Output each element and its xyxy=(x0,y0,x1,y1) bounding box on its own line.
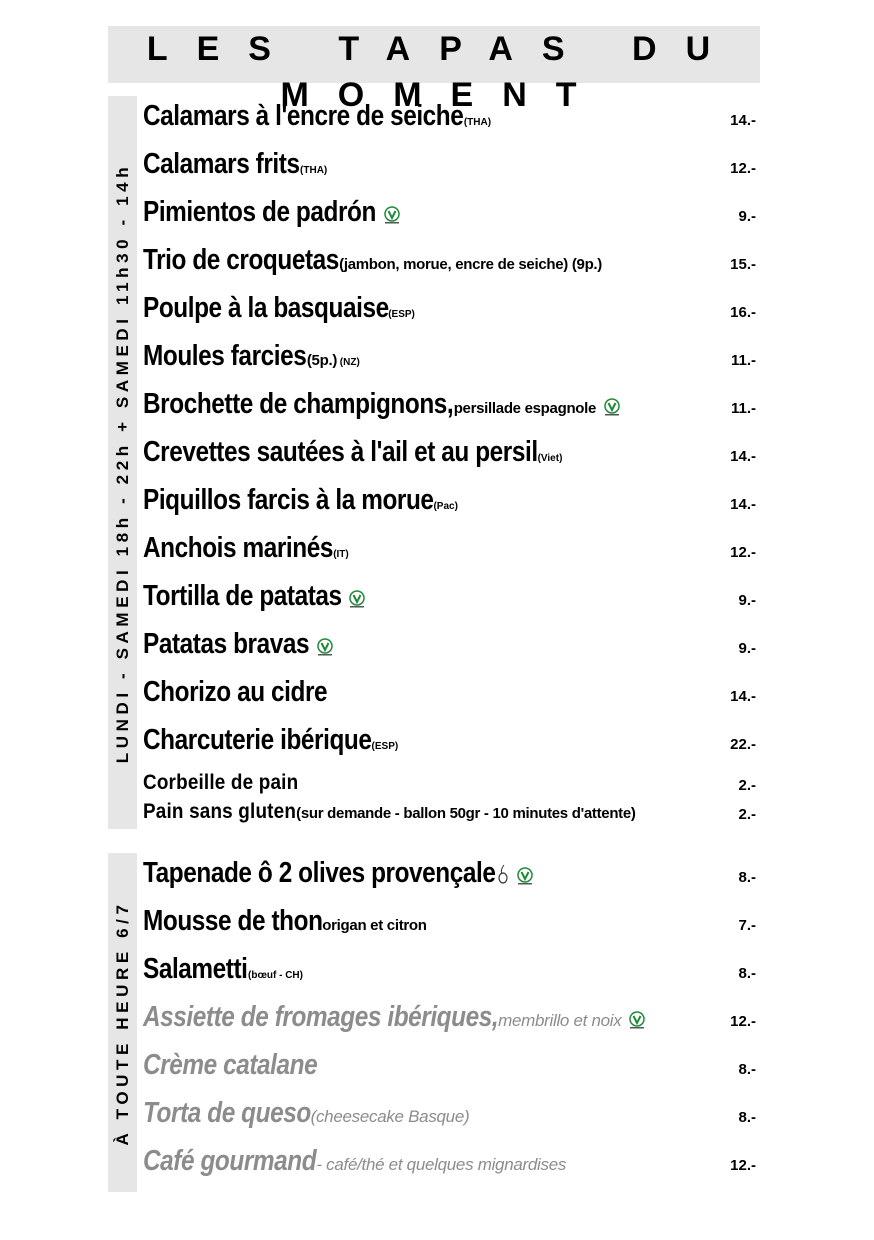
item-name: Moules farcies xyxy=(143,340,307,372)
item-name: Trio de croquetas xyxy=(143,244,339,276)
section-1-sidebar xyxy=(108,96,137,829)
menu-item xyxy=(143,678,327,707)
menu-item xyxy=(143,390,622,419)
menu-item xyxy=(143,102,491,131)
item-name: Corbeille de pain xyxy=(143,771,299,794)
item-name: Salametti xyxy=(143,953,248,985)
menu-item xyxy=(143,486,458,515)
menu-item xyxy=(143,772,298,793)
menu-item xyxy=(143,630,335,659)
item-price: 15.- xyxy=(730,256,756,273)
item-name: Patatas bravas xyxy=(143,628,310,660)
item-name: Mousse de thon xyxy=(143,905,323,937)
item-price: 14.- xyxy=(730,688,756,705)
item-origin: (NZ) xyxy=(337,357,360,368)
item-name: Crevettes sautées à l'ail et au persil xyxy=(143,436,538,468)
item-name: Charcuterie ibérique xyxy=(143,724,372,756)
item-origin: (bœuf - CH) xyxy=(248,970,303,981)
item-price: 9.- xyxy=(738,592,756,609)
item-detail: origan et citron xyxy=(322,917,427,934)
vegetarian-v-icon xyxy=(347,589,367,609)
item-price: 14.- xyxy=(730,496,756,513)
item-origin: (THA) xyxy=(300,165,328,176)
item-name: Anchois marinés xyxy=(143,532,333,564)
vegetarian-v-icon xyxy=(315,637,335,657)
item-origin: (ESP) xyxy=(388,309,415,320)
vegetarian-v-icon xyxy=(602,397,622,417)
title-bar xyxy=(108,26,760,114)
item-price: 14.- xyxy=(730,112,756,129)
item-name: Brochette de champignons, xyxy=(143,388,454,420)
menu-item xyxy=(143,246,602,275)
olive-icon xyxy=(497,864,509,888)
item-detail: (cheesecake Basque) xyxy=(310,1107,470,1126)
menu-item xyxy=(143,342,360,371)
menu-item xyxy=(143,801,636,822)
item-detail: - café/thé et quelques mignardises xyxy=(316,1155,567,1174)
item-price: 16.- xyxy=(730,304,756,321)
item-detail: (sur demande - ballon 50gr - 10 minutes d'attente) xyxy=(296,805,636,822)
item-price: 2.- xyxy=(738,806,756,823)
menu-item xyxy=(143,859,535,890)
menu-item xyxy=(143,534,349,563)
item-price: 11.- xyxy=(730,352,756,369)
item-name: Café gourmand xyxy=(143,1145,317,1177)
section-2-sidebar xyxy=(108,853,137,1192)
menu-item xyxy=(143,1099,469,1128)
menu-item xyxy=(143,198,402,227)
item-price: 7.- xyxy=(738,917,756,934)
item-price: 12.- xyxy=(730,160,756,177)
item-price: 14.- xyxy=(730,448,756,465)
item-name: Torta de queso xyxy=(143,1097,311,1129)
item-detail: persillade espagnole xyxy=(453,400,597,417)
item-name: Piquillos farcis à la morue xyxy=(143,484,434,516)
item-price: 2.- xyxy=(738,777,756,794)
item-name: Pain sans gluten xyxy=(143,800,297,823)
item-price: 12.- xyxy=(730,544,756,561)
item-name: Calamars à l'encre de seiche xyxy=(143,100,464,132)
item-detail: (5p.) xyxy=(306,352,338,369)
item-name: Pimientos de padrón xyxy=(143,196,376,228)
vegetarian-v-icon xyxy=(627,1010,647,1030)
item-name: Calamars frits xyxy=(143,148,300,180)
menu-item xyxy=(143,726,398,755)
item-price: 8.- xyxy=(738,965,756,982)
item-price: 12.- xyxy=(730,1013,756,1030)
vegetarian-v-icon xyxy=(382,205,402,225)
menu-item xyxy=(143,907,427,936)
item-origin: (IT) xyxy=(333,549,349,560)
item-price: 9.- xyxy=(738,640,756,657)
item-price: 11.- xyxy=(730,400,756,417)
menu-item xyxy=(143,582,367,611)
item-origin: (ESP) xyxy=(371,741,399,752)
item-name: Crème catalane xyxy=(143,1049,318,1081)
item-name: Chorizo au cidre xyxy=(143,676,328,708)
section-1-hours: LUNDI - SAMEDI 18h - 22h + SAMEDI 11h30 - 14h xyxy=(112,162,132,763)
item-price: 8.- xyxy=(738,1109,756,1126)
section-2-hours: À TOUTE HEURE 6/7 xyxy=(112,899,132,1146)
menu-title: LES TAPAS DU MOMENT xyxy=(146,30,740,114)
item-origin: (Viet) xyxy=(537,453,563,464)
menu-item xyxy=(143,955,303,984)
menu-item xyxy=(143,150,327,179)
item-name: Assiette de fromages ibériques, xyxy=(143,1001,499,1033)
item-detail: membrillo et noix xyxy=(498,1011,622,1030)
item-price: 8.- xyxy=(738,869,756,886)
menu-item xyxy=(143,438,562,467)
menu-item xyxy=(143,1003,647,1032)
item-price: 22.- xyxy=(730,736,756,753)
vegetarian-v-icon xyxy=(515,866,535,886)
item-name: Tortilla de patatas xyxy=(143,580,342,612)
item-price: 9.- xyxy=(738,208,756,225)
menu-item xyxy=(143,1147,566,1176)
item-detail: (jambon, morue, encre de seiche) (9p.) xyxy=(339,256,602,273)
item-name: Poulpe à la basquaise xyxy=(143,292,389,324)
item-origin: (THA) xyxy=(463,117,492,128)
item-origin: (Pac) xyxy=(433,501,458,512)
item-name: Tapenade ô 2 olives provençale xyxy=(143,857,496,889)
menu-item xyxy=(143,1051,318,1080)
menu-item xyxy=(143,294,415,323)
item-price: 12.- xyxy=(730,1157,756,1174)
item-price: 8.- xyxy=(738,1061,756,1078)
